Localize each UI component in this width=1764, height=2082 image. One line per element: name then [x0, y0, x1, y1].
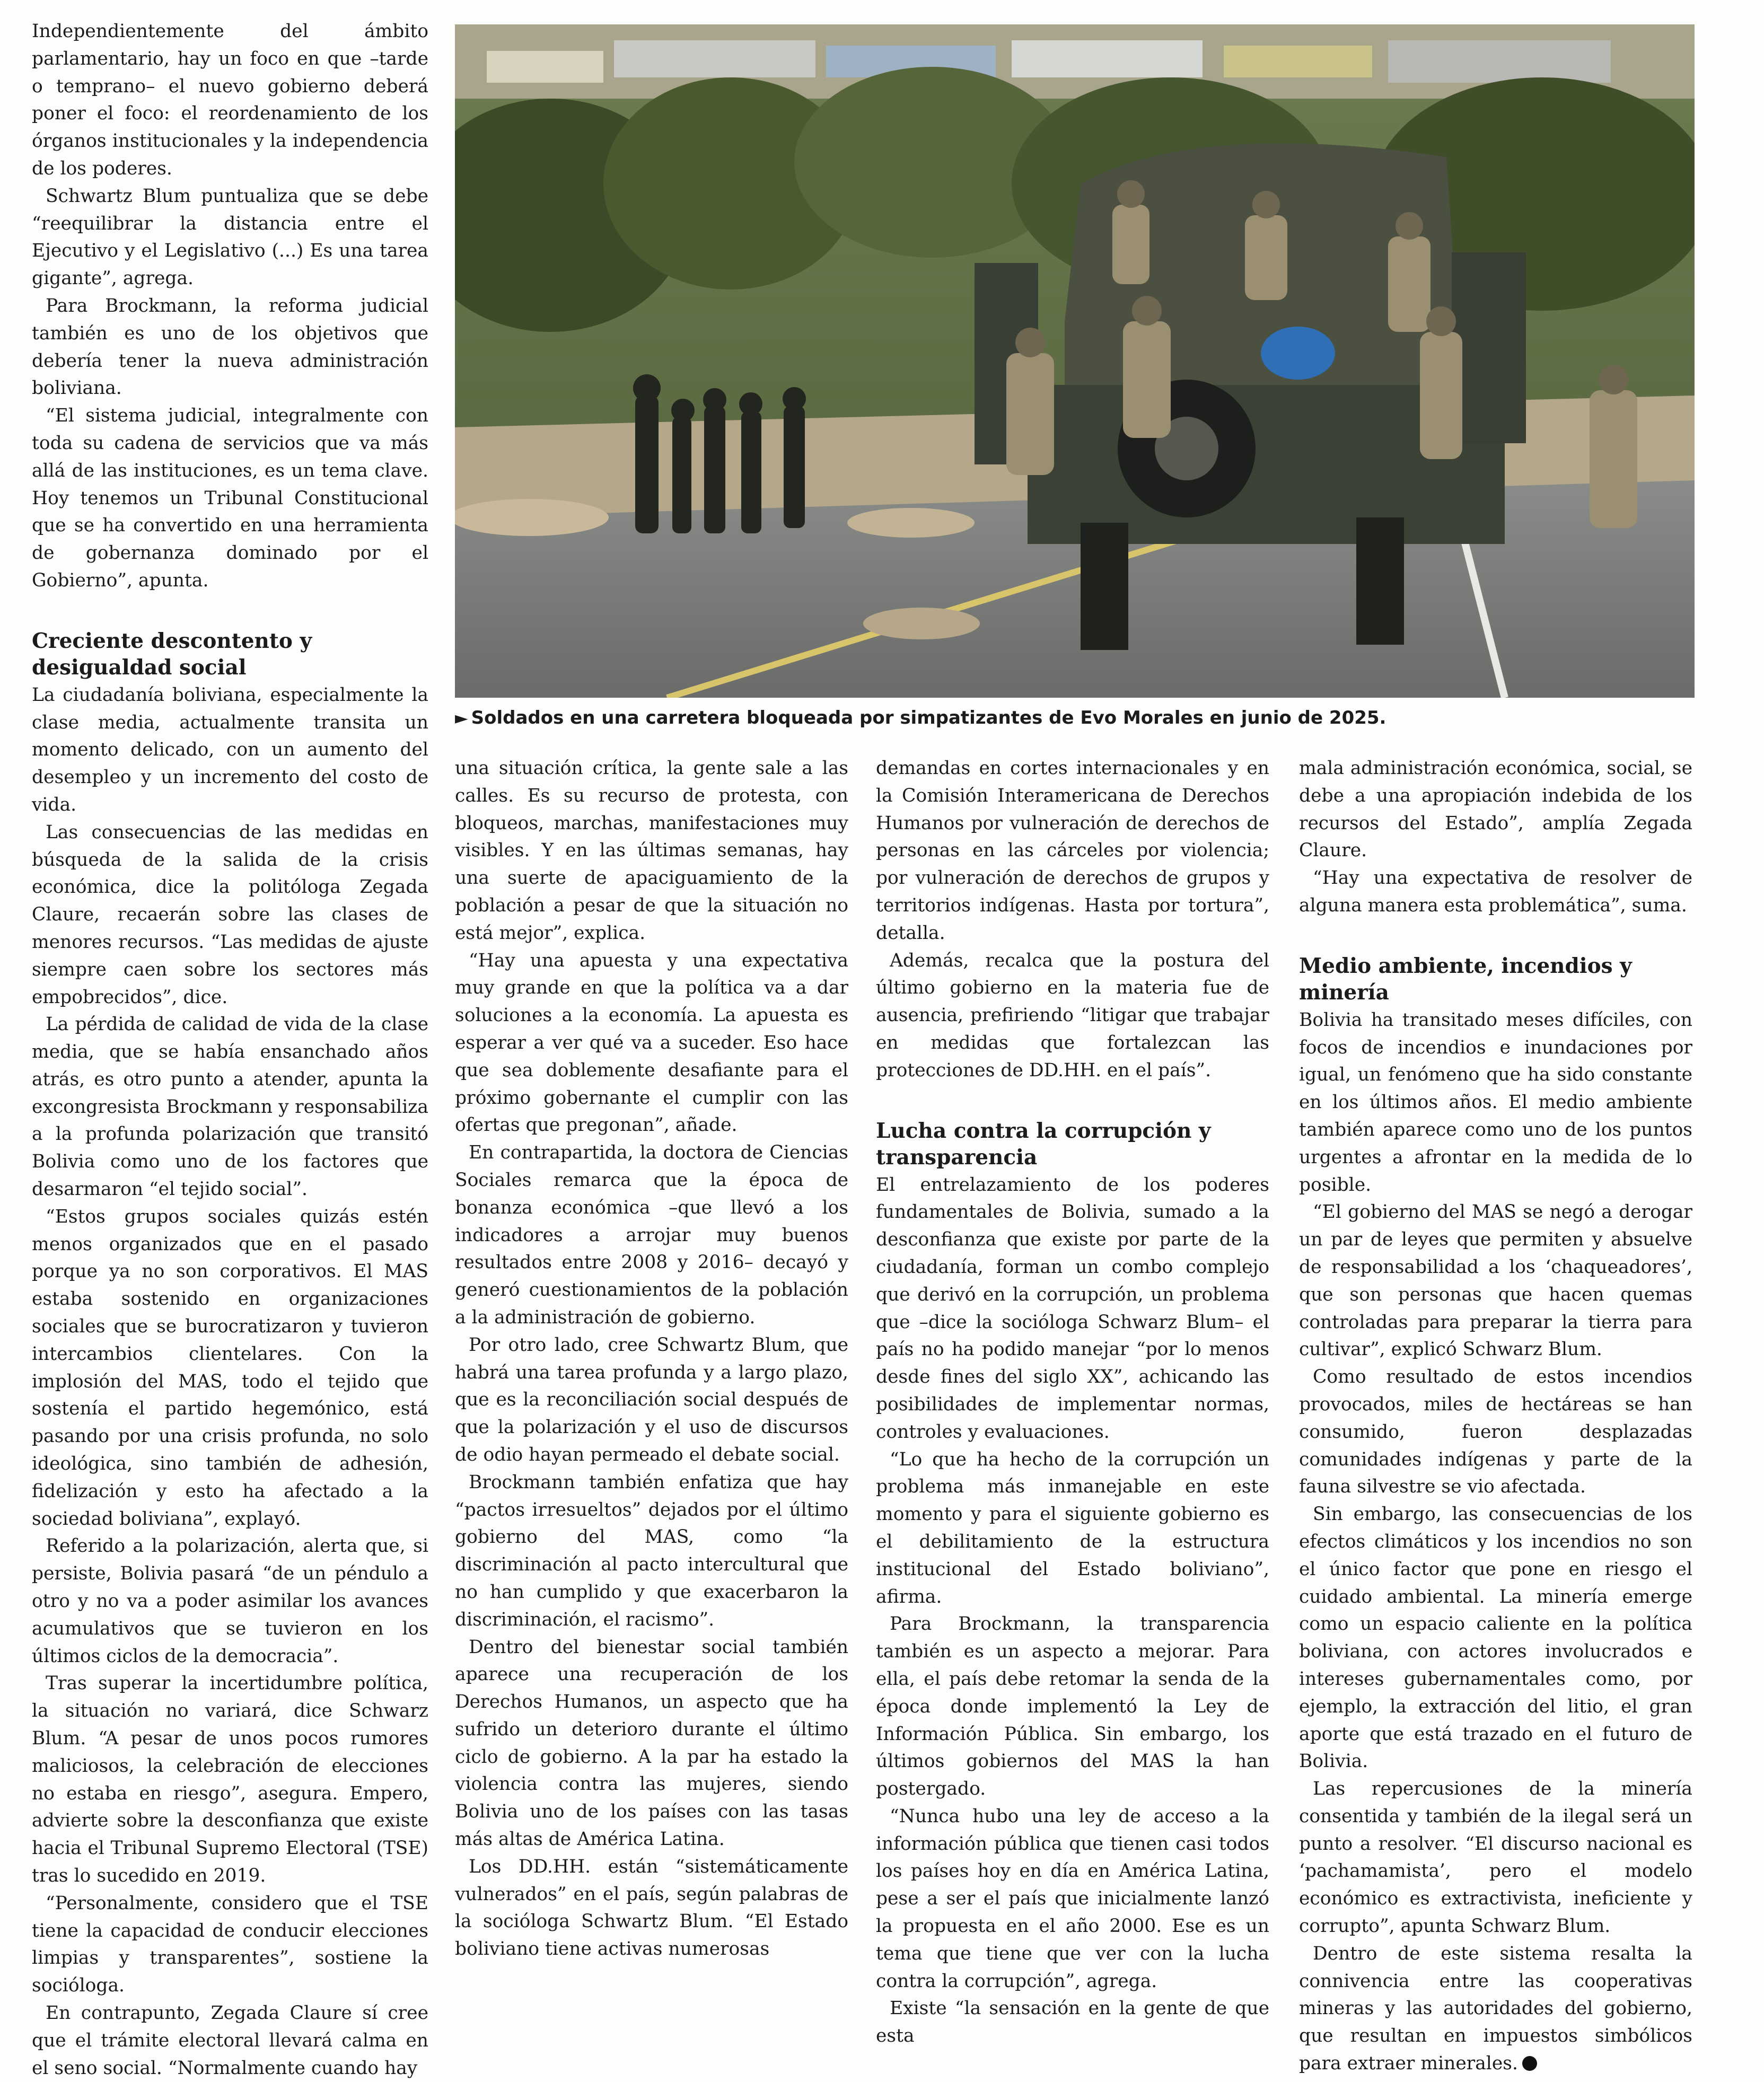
paragraph: El entrelazamiento de los poderes fundamentales de Bolivia, sumado a la desconfianza que existe por parte de la ciudadanía, forman un combo complejo que derivó en la corrupción, un problema que –dice la socióloga Schwarz Blum– el país no ha podido manejar “por lo menos desde fines del siglo XX”, achicando las posibilidades de implementar normas, controles y evaluaciones. — [876, 1174, 1269, 1443]
paragraph: Dentro del bienestar social también aparece una recuperación de los Derechos Humanos, un aspecto que ha sufrido un deterioro durante el último ciclo de gobierno. A la par ha estado la violencia contra las mujeres, siendo Bolivia uno de los países con las tasas más altas de América Latina. — [455, 1636, 848, 1850]
paragraph: Sin embargo, las consecuencias de los efectos climáticos y los incendios no son el único factor que pone en riesgo el cuidado ambiental. La minería emerge como un espacio caliente en la política boliviana, con actores involucrados e intereses gubernamentales como, por ejemplo, la extracción del litio, el gran aporte que está trazado en el futuro de Bolivia. — [1299, 1504, 1692, 1772]
paragraph: una situación crítica, la gente sale a las calles. Es su recurso de protesta, con bloqueos, marchas, manifestaciones muy visibles. Y en las últimas semanas, hay una suerte de apaciguamiento de la población a pesar de que la situación no está mejor”, explica. — [455, 758, 848, 944]
paragraph: “Nunca hubo una ley de acceso a la información pública que tienen casi todos los países hoy en día en América Latina, pese a ser el país que inicialmente lanzó la propuesta en el año 2000. Ese es un tema que tiene que ver con la lucha contra la corrupción”, agrega. — [876, 1805, 1269, 1992]
paragraph: Por otro lado, cree Schwartz Blum, que habrá una tarea profunda y a largo plazo, que es la reconciliación social después de que la polarización y el uso de discursos de odio hayan permeado el debate social. — [455, 1334, 848, 1465]
section-heading: Medio ambiente, incendios y minería — [1299, 953, 1632, 1005]
paragraph: mala administración económica, social, se debe a una apropiación indebida de los recursos del Estado”, amplía Zegada Claure. — [1299, 758, 1692, 862]
paragraph: “Estos grupos sociales quizás estén menos organizados que en el pasado porque ya no son corporativos. El MAS estaba sostenido en organizaciones sociales que se burocratizaron y tuvieron intercambios clientelares. Con la implosión del MAS, todo el tejido que sostenía el partido hegemónico, está pasando por una crisis profunda, no solo ideológica, sino también de adhesión, fidelización y esto ha afectado a la sociedad boliviana”, explayó. — [32, 1206, 428, 1530]
article-column-2 — [455, 755, 848, 1963]
paragraph: En contrapartida, la doctora de Ciencias Sociales remarca que la época de bonanza económica –que llevó a los indicadores a arrojar muy buenos resultados entre 2008 y 2016– decayó y generó cuestionamientos de la población a la administración de gobierno. — [455, 1142, 848, 1328]
paragraph: “Hay una expectativa de resolver de alguna manera esta problemática”, suma. — [1299, 867, 1692, 916]
article-column-3 — [876, 755, 1269, 2050]
paragraph: Independientemente del ámbito parlamentario, hay un foco en que –tarde o temprano– el nuevo gobierno deberá poner el foco: el reordenamiento de los órganos institucionales y la independencia de los poderes. — [32, 21, 428, 179]
section-heading: Creciente descontento y desigualdad social — [32, 628, 312, 680]
paragraph: Tras superar la incertidumbre política, la situación no variará, dice Schwarz Blum. “A pesar de unos pocos rumores maliciosos, la celebración de elecciones no estaba en riesgo”, asegura. Empero, advierte sobre la desconfianza que existe hacia el Tribunal Supremo Electoral (TSE) tras lo sucedido en 2019. — [32, 1673, 428, 1886]
end-of-article-icon — [1522, 2056, 1537, 2071]
paragraph: demandas en cortes internacionales y en la Comisión Interamericana de Derechos Humanos por vulneración de derechos de personas en las cárceles por violencia; por vulneración de derechos de grupos y territorios indígenas. Hasta por tortura”, detalla. — [876, 758, 1269, 944]
paragraph: Existe “la sensación en la gente de que esta — [876, 1998, 1269, 2047]
section-heading: Lucha contra la corrupción y transparencia — [876, 1118, 1211, 1170]
paragraph-last — [1299, 1940, 1692, 2078]
photo-caption — [455, 705, 1695, 731]
paragraph-text: Dentro de este sistema resalta la connivencia entre las cooperativas mineras y las autoridades del gobierno, que resultan en impuestos simbólicos para extraer minerales. — [1299, 1943, 1692, 2075]
paragraph: Para Brockmann, la transparencia también es un aspecto a mejorar. Para ella, el país debe retomar la senda de la época donde implementó la Ley de Información Pública. Sin embargo, los últimos gobiernos del MAS la han postergado. — [876, 1613, 1269, 1800]
paragraph: Las consecuencias de las medidas en búsqueda de la salida de la crisis económica, dice la politóloga Zegada Claure, recaerán sobre las clases de menores recursos. “Las medidas de ajuste siempre caen sobre los sectores más empobrecidos”, dice. — [32, 821, 428, 1008]
news-photo — [455, 24, 1695, 698]
caption-arrow-icon: ► — [455, 708, 468, 728]
article-column-1 — [32, 18, 428, 2082]
paragraph: Brockmann también enfatiza que hay “pactos irresueltos” dejados por el último gobierno del MAS, como “la discriminación al pacto intercultural que no han cumplido y que exacerbaron la discriminación, el racismo”. — [455, 1471, 848, 1630]
paragraph: “El gobierno del MAS se negó a derogar un par de leyes que permiten y absuelve de responsabilidad a los ‘chaqueadores’, que son personas que hacen quemas controladas para preparar la tierra para cultivar”, explicó Schwarz Blum. — [1299, 1201, 1692, 1360]
paragraph: En contrapunto, Zegada Claure sí cree que el trámite electoral llevará calma en el seno social. “Normalmente cuando hay — [32, 2002, 428, 2079]
caption-text: Soldados en una carretera bloqueada por simpatizantes de Evo Morales en junio de 2025. — [471, 707, 1386, 728]
paragraph: Además, recalca que la postura del último gobierno en la materia fue de ausencia, prefiriendo “litigar que trabajar en medidas que fortalezcan las protecciones de DD.HH. en el país”. — [876, 950, 1269, 1081]
paragraph: Bolivia ha transitado meses difíciles, con focos de incendios e inundaciones por igual, un fenómeno que ha sido constante en los últimos años. El medio ambiente también aparece como uno de los puntos urgentes a afrontar en la medida de lo posible. — [1299, 1009, 1692, 1196]
paragraph: Referido a la polarización, alerta que, si persiste, Bolivia pasará “de un péndulo a otro y no va a poder asimilar los avances acumulativos que se tuvieron en los últimos ciclos de la democracia”. — [32, 1535, 428, 1667]
paragraph: “Hay una apuesta y una expectativa muy grande en que la política va a dar soluciones a la economía. La apuesta es esperar a ver qué va a suceder. Eso hace que sea doblemente desafiante para el próximo gobernante el cumplir con las ofertas que pregonan”, añade. — [455, 950, 848, 1136]
paragraph: “El sistema judicial, integralmente con toda su cadena de servicios que va más allá de las instituciones, es un tema clave. Hoy tenemos un Tribunal Constitucional que se ha convertido en una herramienta de gobernanza dominado por el Gobierno”, apunta. — [32, 405, 428, 591]
paragraph: Las repercusiones de la minería consentida y también de la ilegal será un punto a resolver. “El discurso nacional es ‘pachamamista’, pero el modelo económico es extractivista, ineficiente y corrupto”, apunta Schwarz Blum. — [1299, 1778, 1692, 1937]
article-column-4 — [1299, 755, 1692, 2078]
paragraph: Para Brockmann, la reforma judicial también es uno de los objetivos que debería tener la nueva administración boliviana. — [32, 295, 428, 399]
paragraph: “Lo que ha hecho de la corrupción un problema más inmanejable en este momento y para el siguiente gobierno es el debilitamiento de la estructura institucional del Estado boliviano”, afirma. — [876, 1448, 1269, 1607]
paragraph: Schwartz Blum puntualiza que se debe “reequilibrar la distancia entre el Ejecutivo y el Legislativo (...) Es una tarea gigante”, agrega. — [32, 185, 428, 289]
paragraph: La ciudadanía boliviana, especialmente la clase media, actualmente transita un momento delicado, con un aumento del desempleo y un incremento del costo de vida. — [32, 684, 428, 815]
paragraph: “Personalmente, considero que el TSE tiene la capacidad de conducir elecciones limpias y transparentes”, sostiene la socióloga. — [32, 1892, 428, 1997]
paragraph: La pérdida de calidad de vida de la clase media, que se había ensanchado años atrás, es otro punto a atender, apunta la excongresista Brockmann y responsabiliza a la profunda polarización que transitó Bolivia como uno de los factores que desarmaron “el tejido social”. — [32, 1014, 428, 1200]
paragraph: Los DD.HH. están “sistemáticamente vulnerados” en el país, según palabras de la socióloga Schwartz Blum. “El Estado boliviano tiene activas numerosas — [455, 1856, 848, 1960]
paragraph: Como resultado de estos incendios provocados, miles de hectáreas se han consumido, fueron desplazadas comunidades indígenas y parte de la fauna silvestre se vio afectada. — [1299, 1366, 1692, 1498]
